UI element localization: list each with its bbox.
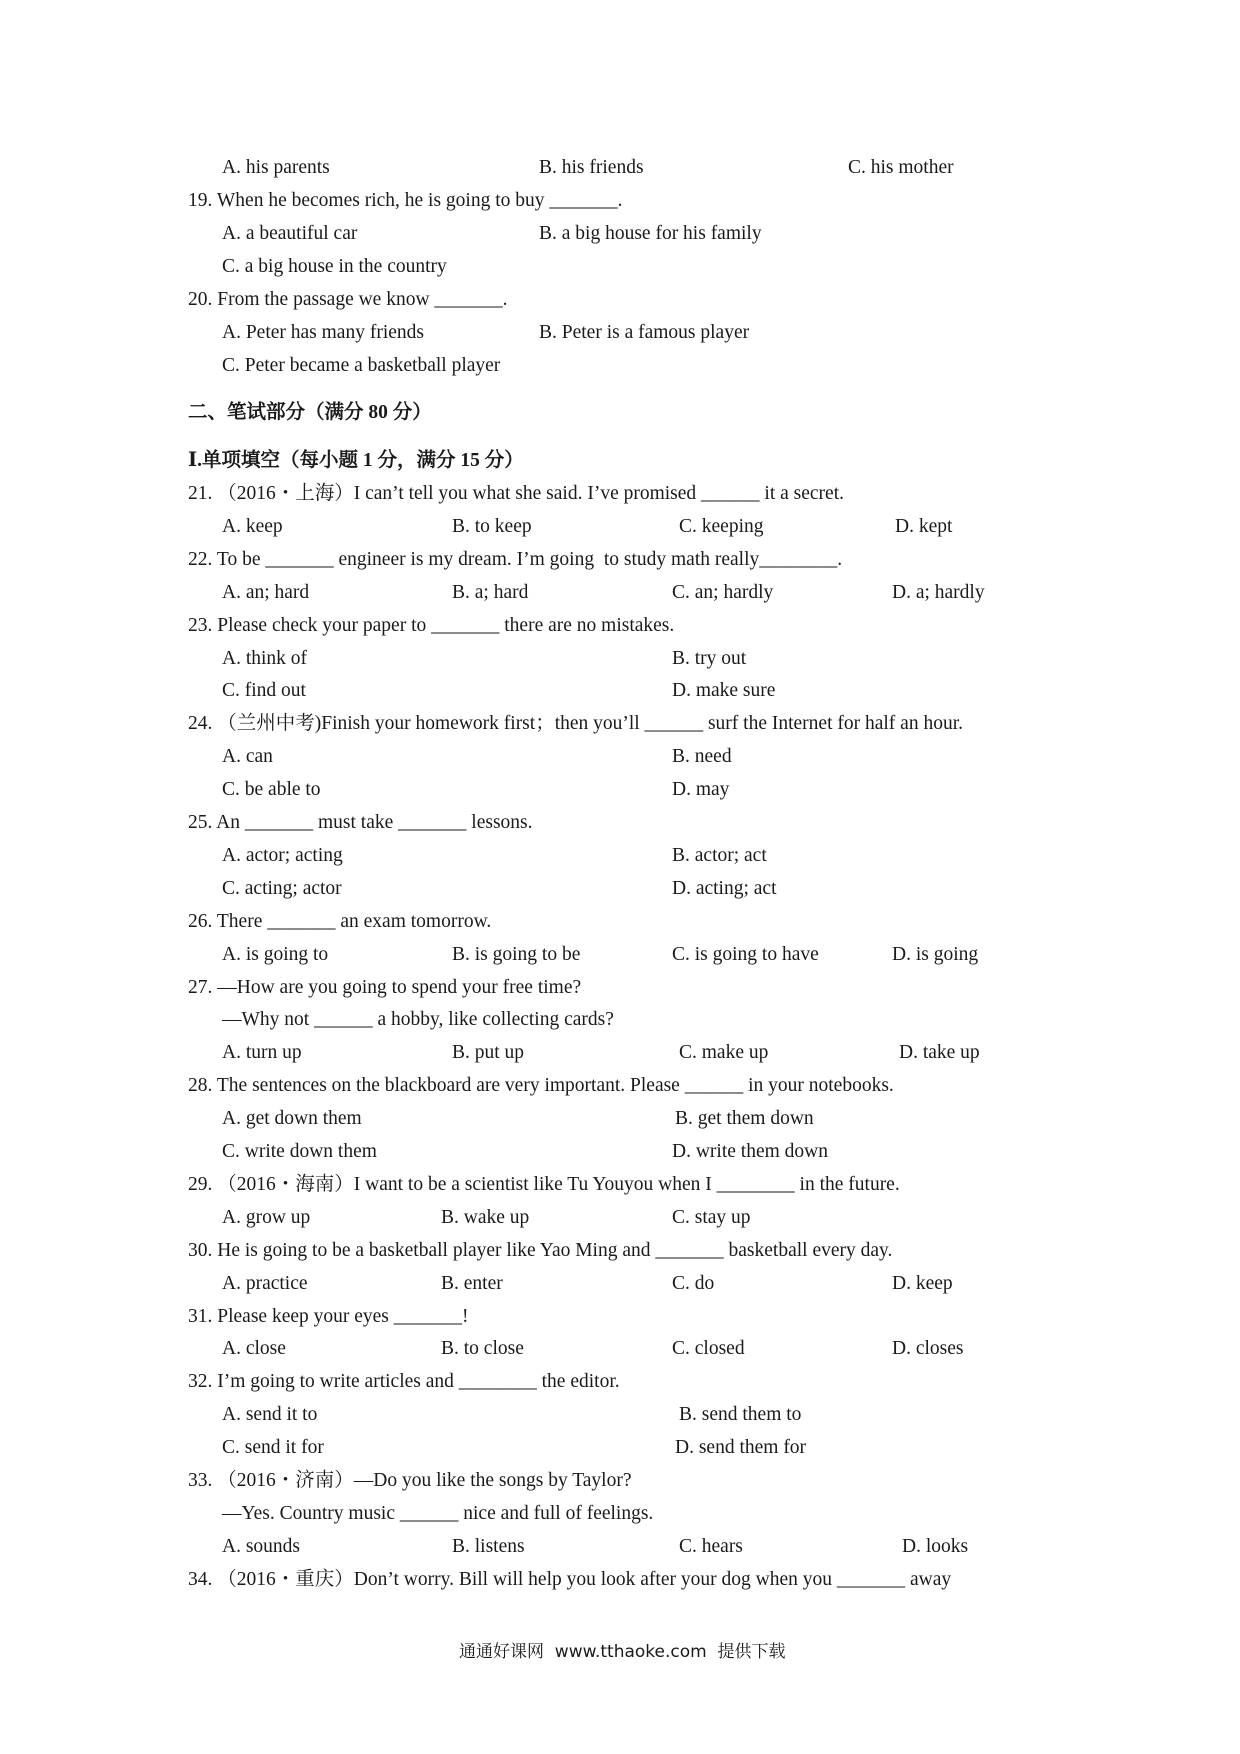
q24-option-b: B. need — [672, 746, 732, 767]
q25-stem: 25. An _______ must take _______ lessons. — [188, 812, 533, 833]
q27-option-d: D. take up — [899, 1042, 980, 1063]
part-1-title: Ⅰ.单项填空（每小题 1 分，满分 15 分） — [188, 450, 524, 471]
q32-option-a: A. send it to — [222, 1404, 318, 1425]
q32-option-b: B. send them to — [679, 1404, 802, 1425]
q29-option-b: B. wake up — [441, 1207, 530, 1228]
q29-option-a: A. grow up — [222, 1207, 311, 1228]
q31-option-c: C. closed — [672, 1338, 745, 1359]
q31-option-b: B. to close — [441, 1338, 524, 1359]
q28-option-c: C. write down them — [222, 1141, 377, 1162]
q21-option-b: B. to keep — [452, 516, 532, 537]
q20-option-a: A. Peter has many friends — [222, 322, 424, 343]
q19-stem: 19. When he becomes rich, he is going to buy _______. — [188, 190, 623, 211]
q25-option-c: C. acting; actor — [222, 878, 342, 899]
q27-option-c: C. make up — [679, 1042, 769, 1063]
q34-stem: 34. （2016・重庆）Don’t worry. Bill will help you look after your dog when you _______ away — [188, 1569, 952, 1590]
q25-option-a: A. actor; acting — [222, 845, 343, 866]
q19-option-b: B. a big house for his family — [539, 223, 762, 244]
q33-option-c: C. hears — [679, 1536, 743, 1557]
page-footer: 通通好课网 www.tthaoke.com 提供下载 — [459, 1642, 786, 1662]
q30-option-c: C. do — [672, 1273, 715, 1294]
q26-option-a: A. is going to — [222, 944, 329, 965]
q22-stem: 22. To be _______ engineer is my dream. I’m going to study math really________. — [188, 549, 843, 570]
q24-option-a: A. can — [222, 746, 273, 767]
q19-option-a: A. a beautiful car — [222, 223, 358, 244]
q28-option-a: A. get down them — [222, 1108, 362, 1129]
q31-stem: 31. Please keep your eyes _______! — [188, 1306, 469, 1327]
q23-stem: 23. Please check your paper to _______ there are no mistakes. — [188, 615, 675, 636]
q23-option-c: C. find out — [222, 680, 306, 701]
q24-option-c: C. be able to — [222, 779, 321, 800]
q33-option-b: B. listens — [452, 1536, 525, 1557]
q30-option-b: B. enter — [441, 1273, 503, 1294]
section-2-title: 二、笔试部分（满分 80 分） — [188, 402, 432, 423]
q28-option-b: B. get them down — [675, 1108, 814, 1129]
q25-option-d: D. acting; act — [672, 878, 777, 899]
q28-stem: 28. The sentences on the blackboard are very important. Please ______ in your notebooks. — [188, 1075, 894, 1096]
q22-option-b: B. a; hard — [452, 582, 529, 603]
q23-option-a: A. think of — [222, 648, 308, 669]
q27-option-b: B. put up — [452, 1042, 525, 1063]
q18-option-c: C. his mother — [848, 157, 954, 178]
q26-option-d: D. is going — [892, 944, 979, 965]
q32-stem: 32. I’m going to write articles and ________ the editor. — [188, 1371, 620, 1392]
q32-option-d: D. send them for — [675, 1437, 807, 1458]
q29-option-c: C. stay up — [672, 1207, 751, 1228]
q25-option-b: B. actor; act — [672, 845, 767, 866]
q31-option-a: A. close — [222, 1338, 286, 1359]
q28-option-d: D. write them down — [672, 1141, 828, 1162]
q33-option-d: D. looks — [902, 1536, 969, 1557]
q22-option-d: D. a; hardly — [892, 582, 985, 603]
q23-option-b: B. try out — [672, 648, 747, 669]
q20-option-b: B. Peter is a famous player — [539, 322, 750, 343]
q24-option-d: D. may — [672, 779, 730, 800]
q33-option-a: A. sounds — [222, 1536, 301, 1557]
q26-stem: 26. There _______ an exam tomorrow. — [188, 911, 492, 932]
q19-option-c: C. a big house in the country — [222, 256, 447, 277]
q18-option-a: A. his parents — [222, 157, 330, 178]
q21-option-d: D. kept — [895, 516, 953, 537]
q22-option-a: A. an; hard — [222, 582, 310, 603]
q30-stem: 30. He is going to be a basketball player like Yao Ming and _______ basketball every day. — [188, 1240, 893, 1261]
q30-option-a: A. practice — [222, 1273, 308, 1294]
q20-stem: 20. From the passage we know _______. — [188, 289, 508, 310]
q21-stem: 21. （2016・上海）I can’t tell you what she said. I’ve promised ______ it a secret. — [188, 483, 845, 504]
q30-option-d: D. keep — [892, 1273, 953, 1294]
q27-option-a: A. turn up — [222, 1042, 302, 1063]
q22-option-c: C. an; hardly — [672, 582, 774, 603]
q26-option-c: C. is going to have — [672, 944, 819, 965]
q23-option-d: D. make sure — [672, 680, 776, 701]
q27-stem: 27. —How are you going to spend your free time? — [188, 977, 582, 998]
q33-stem-reply: —Yes. Country music ______ nice and full of feelings. — [222, 1503, 654, 1524]
q33-stem: 33. （2016・济南）—Do you like the songs by Taylor? — [188, 1470, 632, 1491]
q26-option-b: B. is going to be — [452, 944, 581, 965]
q31-option-d: D. closes — [892, 1338, 964, 1359]
q21-option-c: C. keeping — [679, 516, 764, 537]
q24-stem: 24. （兰州中考)Finish your homework first；then you’ll ______ surf the Internet for half an hour. — [188, 713, 964, 734]
q29-stem: 29. （2016・海南）I want to be a scientist like Tu Youyou when I ________ in the future. — [188, 1174, 900, 1195]
q32-option-c: C. send it for — [222, 1437, 324, 1458]
q18-option-b: B. his friends — [539, 157, 644, 178]
q21-option-a: A. keep — [222, 516, 283, 537]
q20-option-c: C. Peter became a basketball player — [222, 355, 501, 376]
q27-stem-reply: —Why not ______ a hobby, like collecting cards? — [222, 1009, 614, 1030]
